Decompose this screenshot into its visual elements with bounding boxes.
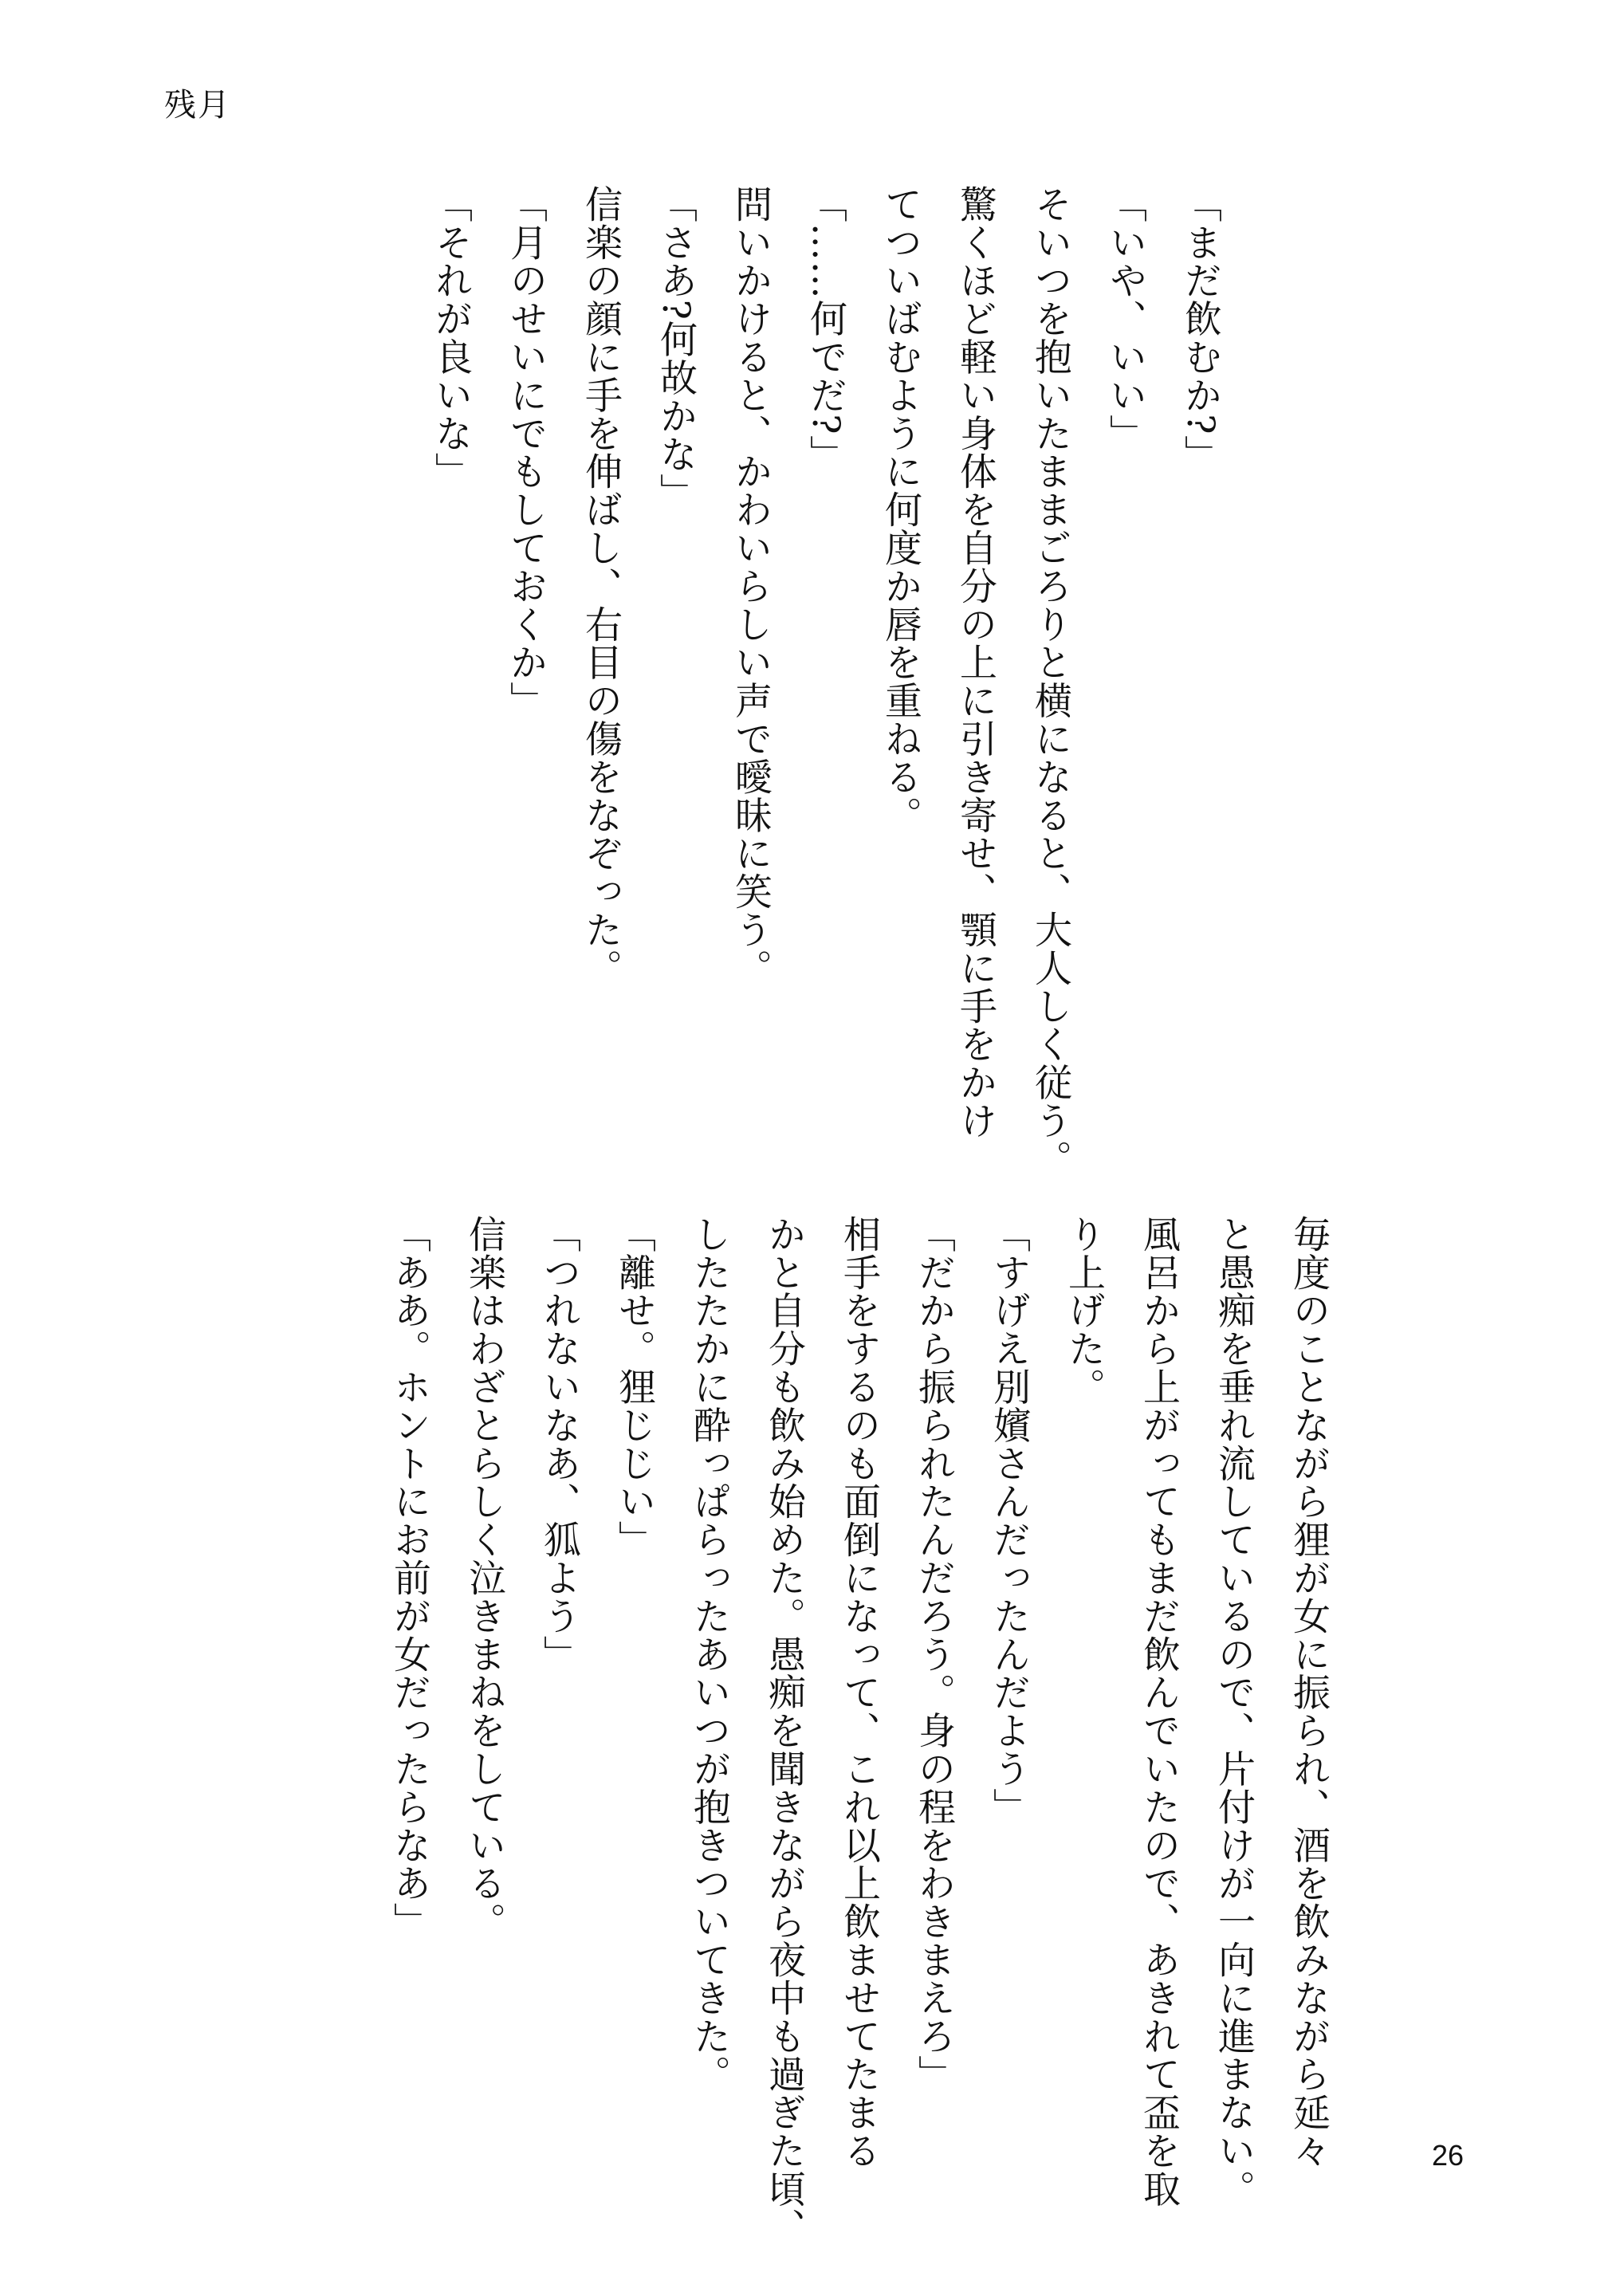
running-head-title: 残月 [164,87,231,124]
text-line: てついばむように何度か唇を重ねる。 [879,185,922,835]
text-line: 「つれないなあ、狐よう」 [537,1215,581,1673]
text-line: 信楽の顔に手を伸ばし、右目の傷をなぞった。 [579,185,623,987]
text-line: り上げた。 [1062,1215,1106,1406]
text-line: 「ああ。ホントにお前が女だったらなあ」 [387,1215,431,1941]
text-line: 「すげえ別嬪さんだったんだよう」 [987,1215,1031,1826]
text-line: 驚くほど軽い身体を自分の上に引き寄せ、顎に手をかけ [953,185,997,1140]
text-line: 毎度のことながら狸が女に振られ、酒を飲みながら延々 [1287,1215,1331,2170]
page-number: 26 [1432,2139,1465,2172]
text-line: 「まだ飲むか?」 [1178,185,1222,474]
text-line: かと自分も飲み始めた。愚痴を聞きながら夜中も過ぎた頃、 [762,1215,806,2247]
text-line: 「さあ?何故かな」 [654,185,698,512]
text-line: 信楽はわざとらしく泣きまねをしている。 [462,1215,506,1941]
text-line: と愚痴を垂れ流しているので、片付けが一向に進まない。 [1212,1215,1256,2208]
text-line: 問いかけると、かわいらしい声で曖昧に笑う。 [729,185,773,987]
text-line: 「いや、いい」 [1103,185,1147,453]
text-line: したたかに酔っぱらったあいつが抱きついてきた。 [687,1215,731,2094]
text-line: 風呂から上がってもまだ飲んでいたので、あきれて盃を取 [1137,1215,1181,2208]
text-line: 「月のせいにでもしておくか」 [504,185,548,720]
text-line: 「だから振られたんだろう。身の程をわきまえろ」 [912,1215,956,2094]
upper-text-block [413,185,1237,1178]
text-line: 「……何でだ?」 [804,185,847,474]
text-line: 「離せ。狸じじい」 [612,1215,656,1559]
lower-text-block [372,1215,1346,2247]
text-line: そいつを抱いたままごろりと横になると、大人しく従う。 [1028,185,1072,1178]
text-line: 「それが良いな」 [429,185,473,491]
text-line: 相手をするのも面倒になって、これ以上飲ませてたまる [837,1215,881,2170]
